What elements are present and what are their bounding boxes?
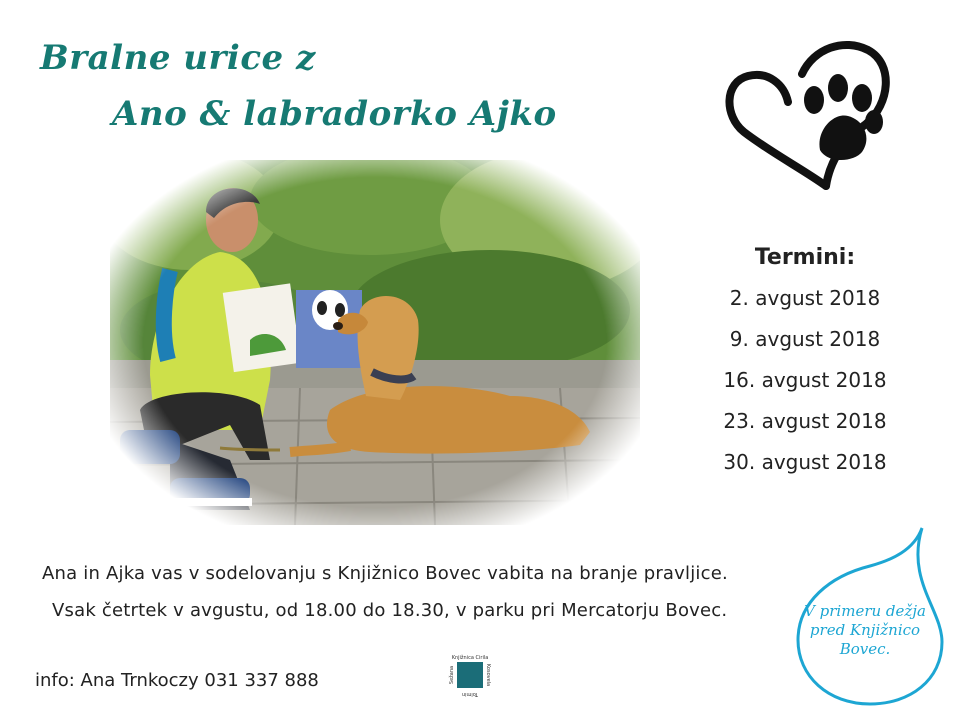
schedule-date: 2. avgust 2018: [729, 286, 881, 310]
schedule-date: 30. avgust 2018: [723, 450, 887, 474]
logo-text-right: Kosovela: [485, 663, 491, 687]
rain-notice-line: Bovec.: [839, 640, 891, 658]
schedule-date: 9. avgust 2018: [729, 327, 881, 351]
paw-heart-icon: [722, 40, 892, 190]
schedule-heading: Termini:: [754, 245, 856, 270]
contact-info: info: Ana Trnkoczy 031 337 888: [35, 670, 319, 691]
schedule-date: 23. avgust 2018: [723, 409, 887, 433]
title-line-2: Ano & labradorko Ajko: [112, 94, 557, 134]
rain-notice-line: pred Knjižnico: [809, 621, 921, 639]
time-place-text: Vsak četrtek v avgustu, od 18.00 do 18.30, v parku pri Mercatorju Bovec.: [52, 600, 728, 621]
reading-photo: [110, 160, 640, 525]
logo-text-top: Knjižnica Cirila: [451, 655, 489, 661]
schedule-list: [705, 282, 905, 487]
schedule-date: 16. avgust 2018: [723, 368, 887, 392]
logo-text-bottom: Tolmin: [461, 691, 479, 697]
logo-text-left: Sežana: [449, 665, 455, 685]
rain-notice-line: V primeru dežja: [804, 602, 926, 620]
rain-notice: [798, 602, 932, 659]
woman-reading-to-labrador-image: [110, 160, 640, 525]
schedule: [705, 245, 905, 487]
title-line-1: Bralne urice z: [40, 38, 316, 78]
invitation-text: Ana in Ajka vas v sodelovanju s Knjižnico Bovec vabita na branje pravljice.: [42, 563, 728, 584]
library-logo-icon: [437, 650, 503, 700]
